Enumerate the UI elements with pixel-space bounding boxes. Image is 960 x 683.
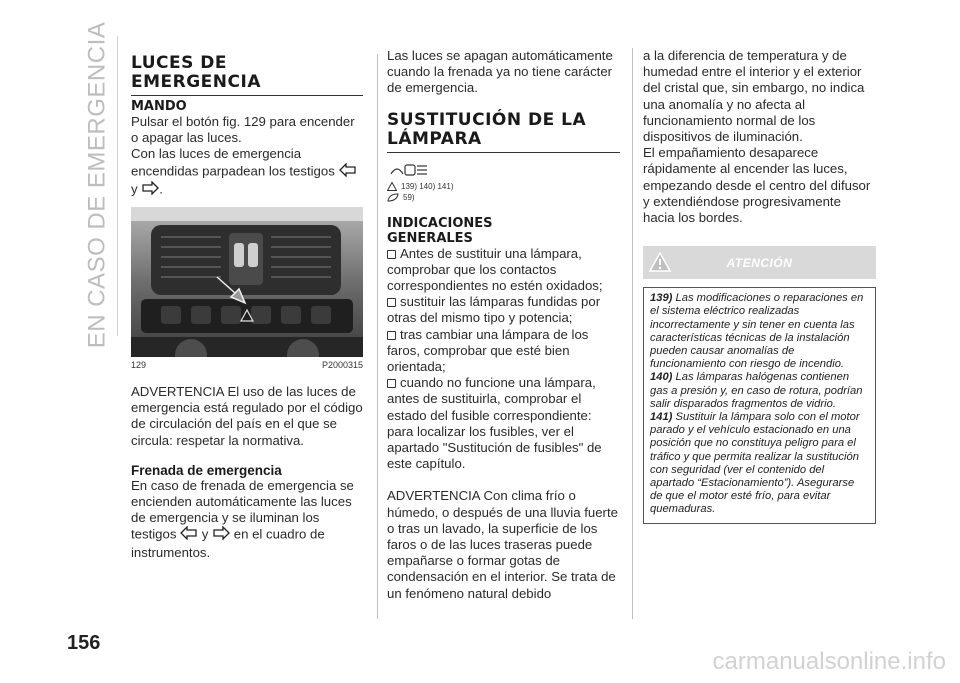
warning-body (643, 287, 876, 523)
warning-item: 141) Sustituir la lámpara solo con el motor parado y el vehículo estacionado en una posición que no constituya peligro para el tráfico y que permita realizar la sustitución con seguridad (ver el contenido del apartado “Estacionamiento”). Asegurarse de que el motor esté frío, para evitar quemaduras. (650, 411, 860, 516)
turn-left-indicator-icon (339, 163, 357, 181)
warning-box (643, 246, 876, 523)
paragraph-mando: Pulsar el botón fig. 129 para encender o apagar las luces. (131, 114, 355, 146)
environment-leaf-icon (387, 193, 399, 202)
section-title-luces: LUCES DE EMERGENCIA (131, 53, 261, 92)
paragraph-frenada: En caso de frenada de emergencia se encienden automáticamente las luces de emergencia y se iluminan los testigos y en el cuadro de instrumentos. (131, 477, 354, 560)
warning-item: 140) Las lámparas halógenas contienen gas a presión y, en caso de rotura, podrían salir disparados fragmentos de vidrio. (650, 371, 863, 410)
section-title-sustitucion: SUSTITUCIÓN DE LA LÁMPARA (387, 109, 587, 149)
turn-right-indicator-icon (212, 526, 230, 544)
column-2 (387, 48, 620, 602)
side-divider (117, 36, 118, 336)
column-1 (131, 54, 363, 561)
bullet-item: sustituir las lámparas fundidas por otras del mismo tipo y potencia; (387, 294, 601, 326)
bullet-item: Antes de sustituir una lámpara, comprobar que los contactos correspondientes no estén oxidados; (387, 245, 603, 294)
warning-triangle-icon (649, 252, 671, 272)
side-chapter-title: EN CASO DE EMERGENCIA (83, 21, 110, 349)
paragraph-diferencia: a la diferencia de temperatura y de humedad entre el interior y el exterior del cristal que, sin embargo, no indica una anomalía y no afecta al funcionamiento normal de los dispositivos de iluminación. (643, 48, 865, 145)
bullet-item: tras cambiar una lámpara de los faros, comprobar que esté bien orientada; (387, 326, 589, 375)
warning-references: 139) 140) 141) (387, 182, 620, 191)
footer-watermark: carmanualsonline.info (712, 648, 946, 675)
subheading-mando: MANDO (131, 99, 187, 114)
title-rule (131, 95, 363, 96)
figure-number: 129 (131, 360, 147, 371)
paragraph-empanamiento: El empañamiento desaparece rápidamente al encender las luces, empezando desde el centro del difusor y extendiéndose progresivamente hacia los bordes. (643, 145, 871, 226)
figure-caption (131, 360, 363, 370)
warning-header (643, 246, 876, 279)
column-divider-2 (632, 48, 633, 619)
bullet-item: cuando no funcione una lámpara, antes de sustituirla, comprobar el estado del fusible correspondiente: para localizar los fusibles, ver el apartado "Sustitución de fusibles" de este capítulo. (387, 375, 602, 472)
paragraph-apagado: Las luces se apagan automáticamente cuando la frenada ya no tiene carácter de emergencia. (387, 48, 613, 96)
turn-left-indicator-icon (180, 526, 198, 544)
paragraph-advertencia-normativa: ADVERTENCIA El uso de las luces de emergencia está regulado por el código de circulación del país en el que se circula: respetar la normativa. (131, 384, 363, 448)
environment-references: 59) (387, 193, 620, 202)
warning-label: ATENCIÓN (726, 255, 793, 270)
figure-code: P2000315 (321, 360, 363, 371)
subheading-indicaciones: INDICACIONES GENERALES (387, 215, 493, 246)
paragraph-testigos: Con las luces de emergencia encendidas parpadean los testigos y . (131, 146, 363, 199)
bullet-square-icon (387, 331, 396, 340)
column-3 (643, 48, 876, 524)
bullet-square-icon (387, 379, 396, 388)
paragraph-advertencia-condensacion: ADVERTENCIA Con clima frío o húmedo, o después de una lluvia fuerte o tras un lavado, la superficie de los faros o de las luces traseras puede empañarse o formar gotas de condensación en el interior. Se trata de un fenómeno natural debido (387, 488, 618, 601)
column-divider-1 (377, 54, 378, 619)
warning-item: 139) Las modificaciones o reparaciones en el sistema eléctrico realizadas incorrectamente y sin tener en cuenta las características técnicas de la instalación pueden causar anomalías de funcionamiento con riesgo de incendio. (650, 292, 864, 371)
figure-hazard-button (131, 207, 363, 357)
warning-triangle-icon (387, 182, 397, 191)
turn-right-indicator-icon (141, 181, 159, 199)
page-number: 156 (67, 632, 101, 654)
dashboard-photo (131, 207, 363, 357)
bullet-square-icon (387, 250, 396, 259)
bullet-square-icon (387, 298, 396, 307)
lamp-icon (387, 162, 620, 180)
subheading-frenada: Frenada de emergencia (131, 462, 282, 478)
title-rule (387, 152, 620, 153)
